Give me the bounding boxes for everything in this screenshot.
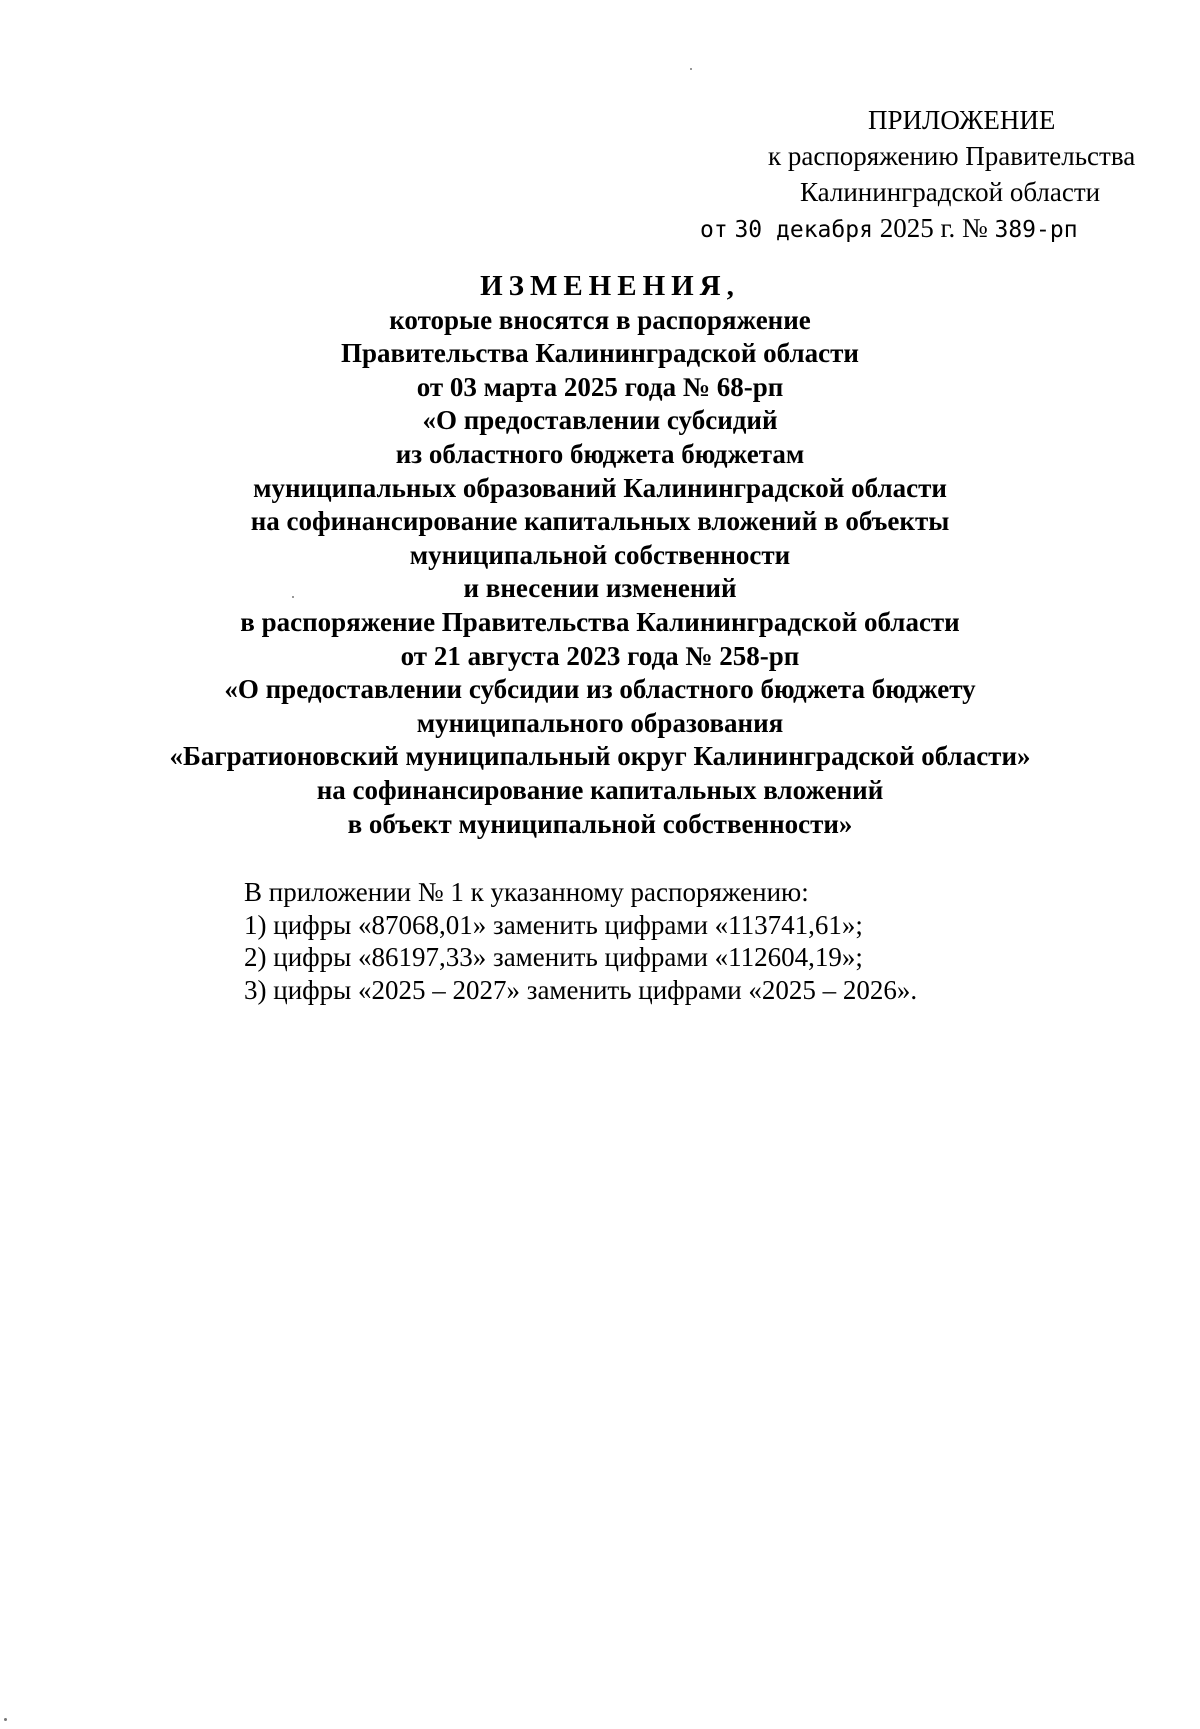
date-day-month: 30 декабря xyxy=(734,217,873,243)
amendment-item-2: 2) цифры «86197,33» заменить цифрами «112604,19»; xyxy=(244,942,863,972)
title-line: от 21 августа 2023 года № 258-рп xyxy=(400,640,800,671)
scan-speck xyxy=(292,596,294,598)
number-sign: № xyxy=(961,213,988,243)
title-line: которые вносятся в распоряжение xyxy=(389,304,811,335)
title-line: из областного бюджета бюджетам xyxy=(395,438,805,469)
title-line: на софинансирование капитальных вложений в объекты xyxy=(250,506,950,537)
body-intro: В приложении № 1 к указанному распоряжению: xyxy=(244,877,809,907)
order-number: 389-рп xyxy=(994,217,1078,243)
appendix-title: ПРИЛОЖЕНИЕ xyxy=(868,105,1056,135)
title-block xyxy=(0,270,1200,841)
date-year: 2025 г. xyxy=(879,213,956,243)
document-title: ИЗМЕНЕНИЯ, xyxy=(480,270,740,302)
title-line: на софинансирование капитальных вложений xyxy=(316,774,884,805)
title-line: «О предоставлении субсидий xyxy=(422,405,778,436)
title-line: в объект муниципальной собственности» xyxy=(347,808,853,839)
appendix-reference-line: к распоряжению Правительства xyxy=(768,141,1136,171)
appendix-region-line: Калининградской области xyxy=(800,177,1101,207)
title-line: и внесении изменений xyxy=(463,573,737,604)
scan-speck xyxy=(4,1718,7,1721)
title-line: муниципальной собственности xyxy=(409,539,791,570)
title-line: в распоряжение Правительства Калининградской области xyxy=(240,606,960,637)
title-line: от 03 марта 2025 года № 68-рп xyxy=(416,371,784,402)
title-line: муниципального образования xyxy=(416,707,784,738)
title-line: «Багратионовский муниципальный округ Калининградской области» xyxy=(169,741,1031,772)
scan-speck xyxy=(690,68,692,70)
title-line: муниципальных образований Калининградской области xyxy=(253,472,947,503)
body-text xyxy=(244,876,1144,1006)
appendix-date-line xyxy=(700,212,1078,246)
amendment-item-1: 1) цифры «87068,01» заменить цифрами «113741,61»; xyxy=(244,909,863,940)
title-line: Правительства Калининградской области xyxy=(341,338,859,369)
date-prefix: от xyxy=(700,217,728,243)
amendment-item-3: 3) цифры «2025 – 2027» заменить цифрами «2025 – 2026». xyxy=(244,974,918,1005)
title-line: «О предоставлении субсидии из областного бюджета бюджету xyxy=(224,674,976,705)
